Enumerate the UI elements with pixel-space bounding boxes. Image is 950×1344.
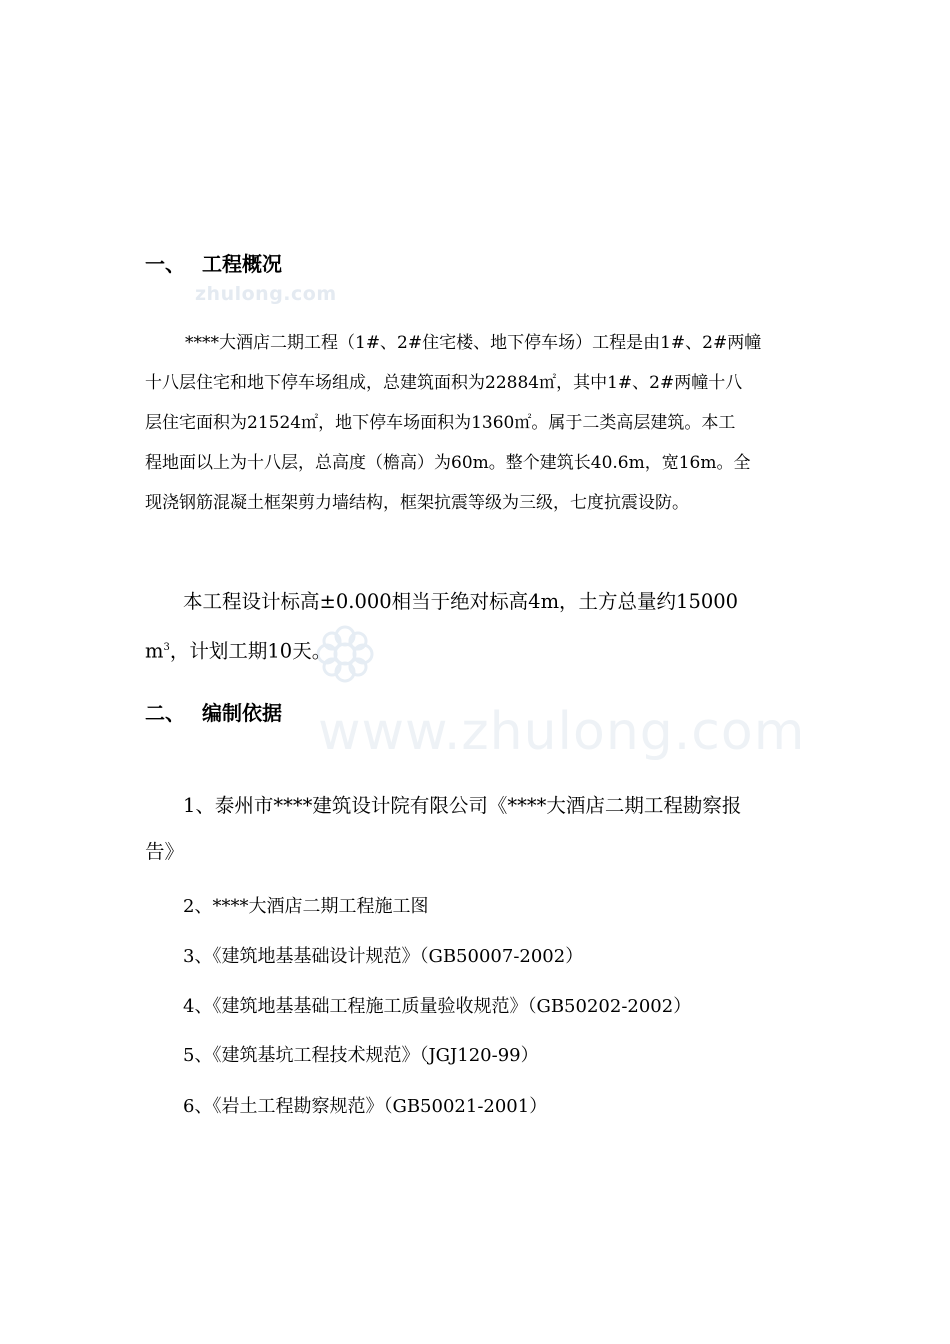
watermark-large: www.zhulong.com: [318, 702, 806, 762]
watermark-small: zhulong.com: [195, 283, 337, 305]
reference-item: 3、《建筑地基基础设计规范》（GB50007-2002）: [183, 946, 584, 967]
section-number: 二、: [145, 701, 185, 725]
reference-item: 1、泰州市****建筑设计院有限公司《****大酒店二期工程勘察报 告》: [145, 794, 742, 863]
overview-paragraph: [145, 323, 810, 523]
paragraph-line: 本工程设计标高±0.000相当于绝对标高4m，土方总量约15000: [183, 590, 739, 613]
reference-item: 4、《建筑地基基础工程施工质量验收规范》（GB50202-2002）: [183, 996, 692, 1017]
section-number: 一、: [145, 252, 185, 276]
paragraph-line: 层住宅面积为21524㎡，地下停车场面积为1360㎡。属于二类高层建筑。本工: [145, 413, 736, 433]
paragraph-line: 十八层住宅和地下停车场组成，总建筑面积为22884㎡，其中1#、2#两幢十八: [145, 373, 743, 393]
reference-item: 5、《建筑基坑工程技术规范》（JGJ120-99）: [183, 1045, 539, 1066]
reference-item: 2、****大酒店二期工程施工图: [183, 896, 429, 917]
reference-item: 6、《岩土工程勘察规范》（GB50021-2001）: [183, 1096, 548, 1117]
paragraph-line: 现浇钢筋混凝土框架剪力墙结构，框架抗震等级为三级，七度抗震设防。: [145, 493, 689, 513]
section-title: 工程概况: [202, 252, 282, 276]
paragraph-line: ****大酒店二期工程（1#、2#住宅楼、地下停车场）工程是由1#、2#两幢: [185, 333, 762, 353]
section-heading-basis: [145, 697, 282, 726]
section-title: 编制依据: [202, 701, 282, 725]
elevation-paragraph: [145, 579, 810, 671]
paragraph-line: $m^3$，计划工期10天。: [145, 639, 332, 663]
section-heading-overview: [145, 248, 282, 277]
paragraph-line: 程地面以上为十八层，总高度（檐高）为60m。整个建筑长40.6m，宽16m。全: [145, 453, 751, 473]
